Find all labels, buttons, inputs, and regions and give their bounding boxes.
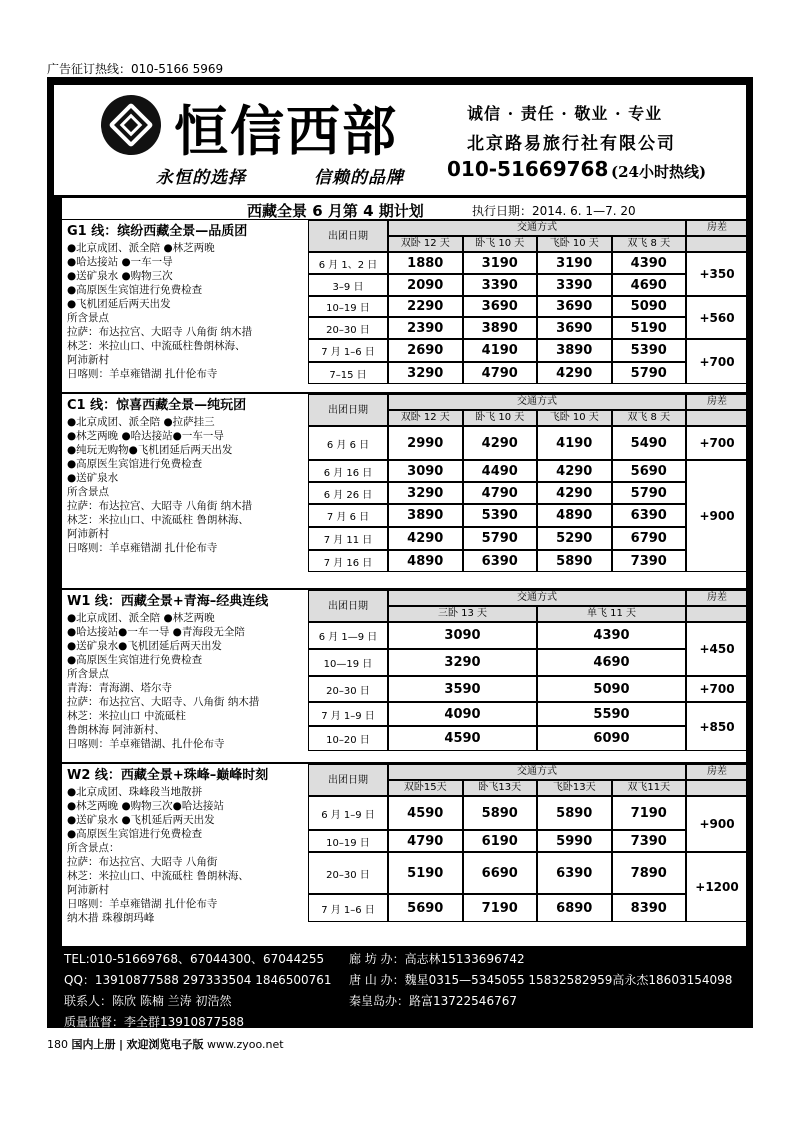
room-diff-value: +1200: [686, 852, 747, 922]
route-feature-line: 所含景点: [67, 486, 109, 498]
route-feature-line: 拉萨：布达拉宫、大昭寺 八角街 纳木措: [67, 500, 253, 512]
room-diff-header: 房差: [686, 590, 747, 606]
price-cell: 5790: [463, 527, 538, 550]
route-feature-line: 林芝：米拉山口 中流砥柱: [67, 710, 186, 722]
route-feature-line: ●林芝两晚 ●哈达接站●一车一导: [67, 430, 224, 442]
departure-date: 7 月 11 日: [308, 527, 388, 550]
room-diff-value: +450: [686, 622, 747, 676]
price-grid: [308, 220, 746, 392]
route-description: [62, 394, 308, 588]
footer-quality: 质量监督：李全群13910877588: [64, 1015, 244, 1029]
route-title: W1 线：西藏全景+青海–经典连线: [67, 594, 269, 609]
price-cell: 3190: [537, 252, 612, 274]
price-cell: 5690: [612, 460, 687, 482]
price-cell: 4290: [537, 460, 612, 482]
departure-date: 6 月 1–9 日: [308, 796, 388, 830]
transport-mode-label: 卧飞13天: [463, 780, 538, 796]
price-cell: 3290: [388, 649, 537, 676]
room-diff-header-blank: [686, 410, 747, 426]
price-cell: 6390: [537, 852, 612, 894]
room-diff-value: +700: [686, 676, 747, 702]
route-feature-line: 林芝：米拉山口、中流砥柱鲁朗林海、: [67, 340, 246, 352]
price-cell: 5890: [537, 550, 612, 572]
footer-langfang: 廊 坊 办：高志林15133696742: [349, 952, 525, 966]
price-cell: 5790: [612, 482, 687, 504]
price-cell: 5090: [612, 296, 687, 317]
route-title: G1 线：缤纷西藏全景—品质团: [67, 224, 248, 239]
route-feature-line: ●高原医生宾馆进行免费检查: [67, 828, 203, 840]
price-cell: 2090: [388, 274, 463, 296]
price-cell: 5490: [612, 426, 687, 460]
departure-date: 10—19 日: [308, 649, 388, 676]
price-cell: 4290: [388, 527, 463, 550]
route-feature-line: ●哈达接站●一车一导 ●青海段无全陪: [67, 626, 245, 638]
price-cell: 4790: [463, 482, 538, 504]
transport-mode-label: 双飞 8 天: [612, 236, 687, 252]
route-description: [62, 764, 308, 946]
footer-tel: TEL:010-51669768、67044300、67044255: [64, 952, 325, 966]
transport-header: 交通方式: [388, 394, 686, 410]
price-cell: 6090: [537, 726, 686, 751]
ad-panel: [47, 77, 753, 1028]
price-cell: 2390: [388, 317, 463, 339]
departure-date: 7 月 1–6 日: [308, 339, 388, 362]
price-cell: 5090: [537, 676, 686, 702]
price-cell: 4790: [388, 830, 463, 852]
transport-mode-label: 飞卧13天: [537, 780, 612, 796]
date-header: 出团日期: [308, 590, 388, 622]
departure-date: 3–9 日: [308, 274, 388, 296]
route-feature-line: ●北京成团、派全陪 ●拉萨挂三: [67, 416, 215, 428]
price-cell: 4190: [463, 339, 538, 362]
price-cell: 4190: [537, 426, 612, 460]
route-feature-line: ●哈达接站 ●一车一导: [67, 256, 173, 268]
departure-date: 6 月 16 日: [308, 460, 388, 482]
brand-logo-icon: [101, 95, 161, 155]
room-diff-header-blank: [686, 236, 747, 252]
date-header: 出团日期: [308, 764, 388, 796]
departure-date: 7 月 16 日: [308, 550, 388, 572]
transport-header: 交通方式: [388, 220, 686, 236]
transport-mode-label: 双卧15天: [388, 780, 463, 796]
room-diff-header-blank: [686, 780, 747, 796]
transport-mode-label: 双卧 12 天: [388, 236, 463, 252]
price-cell: 4890: [537, 504, 612, 527]
departure-date: 7–15 日: [308, 362, 388, 384]
price-cell: 6390: [463, 550, 538, 572]
ad-header: [54, 85, 746, 195]
website-url: www.zyoo.net: [207, 1038, 284, 1051]
route-feature-line: ●北京成团、珠峰段当地散拼: [67, 786, 203, 798]
price-grid: [308, 394, 746, 588]
price-cell: 3890: [537, 339, 612, 362]
price-cell: 7890: [612, 852, 687, 894]
price-cell: 6190: [463, 830, 538, 852]
route-feature-line: 拉萨：布达拉宫、大昭寺 八角街 纳木措: [67, 326, 253, 338]
route-feature-line: 所含景点: [67, 312, 109, 324]
departure-date: 20–30 日: [308, 676, 388, 702]
room-diff-value: +900: [686, 460, 747, 572]
room-diff-value: +850: [686, 702, 747, 751]
route-feature-line: ●北京成团、派全陪 ●林芝两晚: [67, 612, 215, 624]
price-cell: 4690: [612, 274, 687, 296]
route-feature-line: 鲁朗林海 阿沛新村、: [67, 724, 165, 736]
departure-date: 10–19 日: [308, 296, 388, 317]
transport-header: 交通方式: [388, 590, 686, 606]
room-diff-header: 房差: [686, 394, 747, 410]
route-feature-line: ●林芝两晚 ●购物三次●哈达接站: [67, 800, 224, 812]
price-cell: 5890: [463, 796, 538, 830]
price-cell: 3890: [388, 504, 463, 527]
transport-mode-label: 双飞11天: [612, 780, 687, 796]
footer-contacts: 联系人：陈欣 陈楠 兰涛 初浩然: [64, 994, 232, 1008]
price-cell: 5290: [537, 527, 612, 550]
route-description: [62, 220, 308, 392]
hotline-note: (24小时热线): [611, 163, 707, 181]
room-diff-value: +700: [686, 426, 747, 460]
hotline-number: 010-51669768: [447, 157, 609, 181]
price-cell: 2690: [388, 339, 463, 362]
departure-date: 6 月 6 日: [308, 426, 388, 460]
price-cell: 3390: [463, 274, 538, 296]
room-diff-header-blank: [686, 606, 747, 622]
price-cell: 3690: [537, 296, 612, 317]
price-cell: 7390: [612, 550, 687, 572]
room-diff-value: +900: [686, 796, 747, 852]
price-cell: 3290: [388, 482, 463, 504]
price-cell: 4890: [388, 550, 463, 572]
departure-date: 6 月 1、2 日: [308, 252, 388, 274]
price-cell: 7190: [612, 796, 687, 830]
agency-name: 北京路易旅行社有限公司: [467, 134, 676, 154]
price-cell: 6690: [463, 852, 538, 894]
price-cell: 4390: [537, 622, 686, 649]
date-header: 出团日期: [308, 220, 388, 252]
departure-date: 10–19 日: [308, 830, 388, 852]
price-cell: 4790: [463, 362, 538, 384]
price-cell: 7190: [463, 894, 538, 922]
price-cell: 4590: [388, 796, 463, 830]
route-feature-line: 拉萨：布达拉宫、大昭寺 八角街: [67, 856, 218, 868]
route-feature-line: ●高原医生宾馆进行免费检查: [67, 458, 203, 470]
departure-date: 7 月 1–6 日: [308, 894, 388, 922]
price-cell: 4590: [388, 726, 537, 751]
price-cell: 5590: [537, 702, 686, 726]
price-cell: 5190: [388, 852, 463, 894]
price-cell: 3090: [388, 460, 463, 482]
price-cell: 5390: [463, 504, 538, 527]
transport-mode-label: 三卧 13 天: [388, 606, 537, 622]
departure-date: 6 月 1—9 日: [308, 622, 388, 649]
departure-date: 7 月 1–9 日: [308, 702, 388, 726]
price-cell: 5890: [537, 796, 612, 830]
route-title: W2 线：西藏全景+珠峰–巅峰时刻: [67, 768, 269, 783]
route-feature-line: ●纯玩无购物●飞机团延后两天出发: [67, 444, 233, 456]
slogan-left: 永恒的选择: [156, 168, 246, 188]
price-cell: 5990: [537, 830, 612, 852]
price-cell: 5390: [612, 339, 687, 362]
transport-mode-label: 双卧 12 天: [388, 410, 463, 426]
price-cell: 8390: [612, 894, 687, 922]
price-cell: 3690: [463, 296, 538, 317]
departure-date: 10–20 日: [308, 726, 388, 751]
route-feature-line: 林芝：米拉山口、中流砥柱 鲁朗林海、: [67, 870, 249, 882]
route-feature-line: 所含景点：: [67, 842, 120, 854]
price-cell: 4390: [612, 252, 687, 274]
price-cell: 4290: [537, 482, 612, 504]
route-title: C1 线：惊喜西藏全景—纯玩团: [67, 398, 247, 413]
price-cell: 5790: [612, 362, 687, 384]
room-diff-value: +560: [686, 296, 747, 339]
contact-footer: [61, 949, 747, 1028]
route-feature-line: 纳木措 珠穆朗玛峰: [67, 912, 155, 924]
route-feature-line: 日喀则：羊卓雍错湖 扎什伦布寺: [67, 542, 218, 554]
transport-mode-label: 双飞 8 天: [612, 410, 687, 426]
price-cell: 3590: [388, 676, 537, 702]
price-cell: 3190: [463, 252, 538, 274]
room-diff-value: +700: [686, 339, 747, 384]
price-cell: 6390: [612, 504, 687, 527]
route-feature-line: ●北京成团、派全陪 ●林芝两晚: [67, 242, 215, 254]
price-cell: 5690: [388, 894, 463, 922]
route-feature-line: 青海：青海湖、塔尔寺: [67, 682, 172, 694]
transport-mode-label: 飞卧 10 天: [537, 236, 612, 252]
route-feature-line: ●飞机团延后两天出发: [67, 298, 171, 310]
route-feature-line: 日喀则：羊卓雍错湖 扎什伦布寺: [67, 368, 218, 380]
price-grid: [308, 764, 746, 946]
price-cell: 4490: [463, 460, 538, 482]
price-cell: 3890: [463, 317, 538, 339]
departure-date: 7 月 6 日: [308, 504, 388, 527]
price-cell: 1880: [388, 252, 463, 274]
price-cell: 4290: [463, 426, 538, 460]
route-section-w2: [61, 763, 747, 947]
price-cell: 3390: [537, 274, 612, 296]
route-feature-line: 林芝：米拉山口、中流砥柱 鲁朗林海、: [67, 514, 249, 526]
price-cell: 6890: [537, 894, 612, 922]
route-description: [62, 590, 308, 762]
price-cell: 2990: [388, 426, 463, 460]
departure-date: 20–30 日: [308, 317, 388, 339]
price-cell: 3690: [537, 317, 612, 339]
route-feature-line: 所含景点: [67, 668, 109, 680]
price-grid: [308, 590, 746, 762]
transport-header: 交通方式: [388, 764, 686, 780]
ad-hotline: 广告征订热线：010-5166 5969: [47, 62, 224, 76]
transport-mode-label: 卧飞 10 天: [463, 236, 538, 252]
tagline: 诚信 · 责任 · 敬业 · 专业: [467, 104, 663, 123]
route-feature-line: 阿沛新村: [67, 884, 109, 896]
ebook-invite: 欢迎浏览电子版: [126, 1038, 204, 1051]
route-feature-line: 日喀则：羊卓雍错湖、扎什伦布寺: [67, 738, 225, 750]
route-feature-line: 拉萨：布达拉宫、大昭寺、八角街 纳木措: [67, 696, 260, 708]
footer-qinhuangdao: 秦皇岛办：路富13722546767: [349, 994, 517, 1008]
route-feature-line: 日喀则：羊卓雍错湖 扎什伦布寺: [67, 898, 218, 910]
catalog-section: 国内上册: [71, 1038, 116, 1051]
route-section-g1: [61, 219, 747, 393]
price-cell: 3290: [388, 362, 463, 384]
price-cell: 6790: [612, 527, 687, 550]
route-feature-line: 阿沛新村: [67, 528, 109, 540]
date-header: 出团日期: [308, 394, 388, 426]
plan-content: [61, 197, 747, 947]
plan-title-bar: [61, 197, 747, 219]
route-feature-line: ●高原医生宾馆进行免费检查: [67, 654, 203, 666]
exec-date: 执行日期：2014. 6. 1—7. 20: [472, 204, 636, 218]
room-diff-header: 房差: [686, 764, 747, 780]
slogan-right: 信赖的品牌: [314, 168, 404, 188]
footer-tangshan: 唐 山 办：魏星0315—5345055 15832582959高永杰18603154098: [349, 973, 733, 987]
transport-mode-label: 卧飞 10 天: [463, 410, 538, 426]
price-cell: 4290: [537, 362, 612, 384]
room-diff-value: +350: [686, 252, 747, 296]
page-number: 180: [47, 1038, 68, 1051]
route-feature-line: 阿沛新村: [67, 354, 109, 366]
footer-qq: QQ：13910877588 297333504 1846500761: [64, 973, 332, 987]
transport-mode-label: 单飞 11 天: [537, 606, 686, 622]
price-cell: 4090: [388, 702, 537, 726]
price-cell: 7390: [612, 830, 687, 852]
price-cell: 3090: [388, 622, 537, 649]
plan-title: 西藏全景 6 月第 4 期计划: [247, 202, 424, 220]
price-cell: 5190: [612, 317, 687, 339]
route-feature-line: ●送矿泉水 ●飞机延后两天出发: [67, 814, 215, 826]
price-cell: 4690: [537, 649, 686, 676]
route-section-w1: [61, 589, 747, 763]
price-cell: 2290: [388, 296, 463, 317]
route-feature-line: ●送矿泉水 ●购物三次: [67, 270, 173, 282]
departure-date: 20–30 日: [308, 852, 388, 894]
route-feature-line: ●高原医生宾馆进行免费检查: [67, 284, 203, 296]
route-feature-line: ●送矿泉水●飞机团延后两天出发: [67, 640, 222, 652]
page-footer: 180 国内上册 | 欢迎浏览电子版 www.zyoo.net: [47, 1038, 284, 1051]
route-section-c1: [61, 393, 747, 589]
transport-mode-label: 飞卧 10 天: [537, 410, 612, 426]
route-feature-line: ●送矿泉水: [67, 472, 119, 484]
room-diff-header: 房差: [686, 220, 747, 236]
departure-date: 6 月 26 日: [308, 482, 388, 504]
brand-name: 恒信西部: [174, 99, 398, 163]
